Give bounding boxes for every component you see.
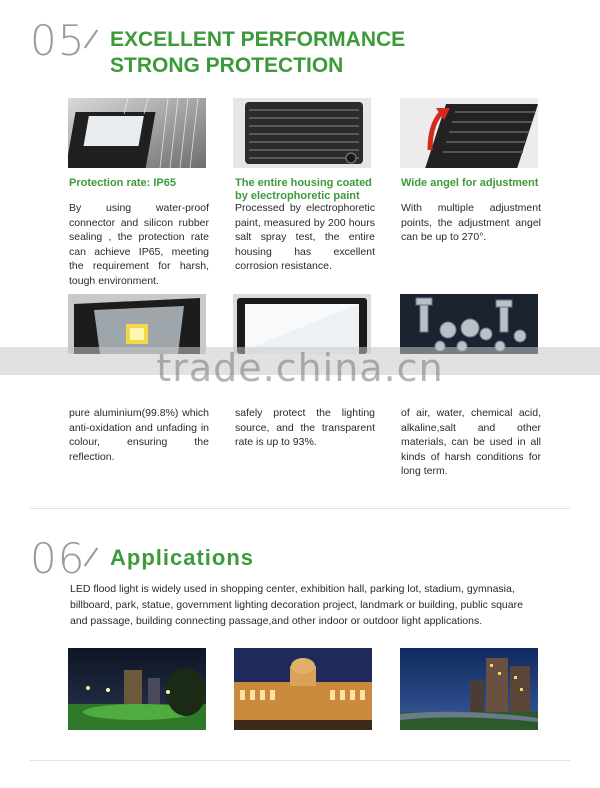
feature-photo-waterproof — [68, 98, 206, 168]
feature-title-housing: The entire housing coated by electrophoretic paint — [235, 177, 372, 202]
watermark-text: trade.china.cn — [156, 346, 444, 390]
applications-title: Applications — [110, 545, 255, 570]
feature-photo-housing — [233, 98, 371, 168]
section-title-line1: EXCELLENT PERFORMANCE — [110, 28, 406, 51]
application-photo-waterfront — [400, 648, 538, 730]
feature-text-materials: of air, water, chemical acid, alkaline,salt and other materials, can be used in all kinds of harsh conditions for long term. — [401, 407, 541, 477]
application-photo-park — [68, 648, 206, 730]
application-photo-building — [234, 648, 372, 730]
feature-photo-screws — [400, 294, 538, 354]
footer-divider — [30, 760, 570, 761]
section-slash-decoration — [84, 29, 98, 48]
feature-photo-adjustment — [400, 98, 538, 168]
section-slash-decoration — [84, 547, 98, 566]
feature-title-protection: Protection rate: IP65 — [69, 177, 176, 189]
feature-text-adjustment: With multiple adjustment points, the adjustment angel can be up to 270°. — [401, 202, 541, 243]
feature-text-protection: By using water-proof connector and silicon rubber sealing , the protection rate can achieve IP65, meeting the requirement for harsh, tough environment. — [69, 202, 209, 287]
section-number-06: 06 — [30, 534, 86, 583]
feature-text-aluminium: pure aluminium(99.8%) which anti-oxidation and unfading in colour, ensuring the reflection. — [69, 407, 209, 463]
section-divider — [30, 508, 570, 509]
feature-photo-glass — [233, 294, 371, 354]
feature-text-housing: Processed by electrophoretic paint, measured by 200 hours salt spray test, the entire housing has excellent corrosion resistance. — [235, 202, 375, 272]
section-number-05: 05 — [30, 16, 86, 65]
applications-text: LED flood light is widely used in shopping center, exhibition hall, parking lot, stadium, gymnasia, billboard, park, statue, government lighting decoration project, landmark or building, public square and passage, building connecting passage,and other indoor or outdoor light applications. — [70, 583, 523, 627]
feature-text-glass: safely protect the lighting source, and the transparent rate is up to 93%. — [235, 407, 375, 448]
feature-photo-reflector — [68, 294, 206, 354]
feature-title-adjustment: Wide angel for adjustment — [401, 177, 539, 189]
section-title-line2: STRONG PROTECTION — [110, 54, 344, 77]
